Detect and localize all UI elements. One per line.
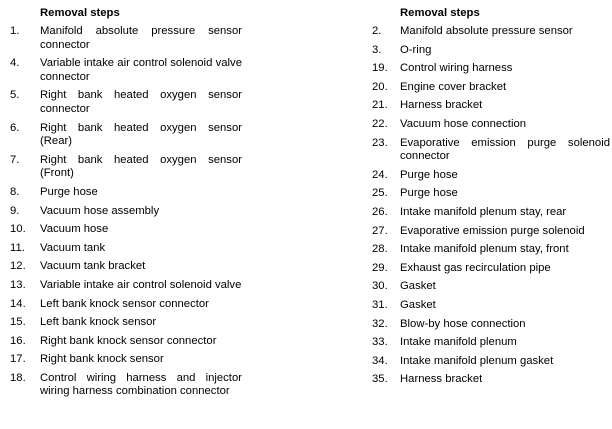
step-text: Exhaust gas recirculation pipe <box>400 261 551 274</box>
removal-step-item <box>10 186 242 200</box>
step-number: 16. <box>10 334 26 347</box>
removal-step-item <box>372 99 610 113</box>
step-number: 5. <box>10 89 20 102</box>
step-text: Intake manifold plenum gasket <box>400 354 554 367</box>
removal-step-item <box>372 262 610 276</box>
removal-step-item <box>10 298 242 312</box>
step-text: Intake manifold plenum stay, front <box>400 243 569 256</box>
removal-step-item <box>372 299 610 313</box>
removal-step-item <box>372 187 610 201</box>
step-number: 24. <box>372 168 388 181</box>
step-text: Vacuum tank <box>40 241 106 254</box>
step-text: Engine cover bracket <box>400 80 507 93</box>
step-number: 8. <box>10 185 20 198</box>
removal-steps-list <box>10 25 242 399</box>
removal-step-item <box>10 335 242 349</box>
step-number: 35. <box>372 373 388 386</box>
step-number: 3. <box>372 43 382 56</box>
step-number: 26. <box>372 205 388 218</box>
step-number: 25. <box>372 187 388 200</box>
step-number: 13. <box>10 278 26 291</box>
step-number: 34. <box>372 354 388 367</box>
step-number: 11. <box>10 241 25 254</box>
step-text: Manifold absolute pressure sensor connector <box>40 25 242 51</box>
removal-step-item <box>372 280 610 294</box>
step-text: Control wiring harness <box>400 62 513 75</box>
removal-step-item <box>372 137 610 164</box>
step-number: 29. <box>372 261 388 274</box>
step-text: Gasket <box>400 298 436 311</box>
step-text: Gasket <box>400 280 436 293</box>
step-text: Vacuum tank bracket <box>40 260 146 273</box>
step-number: 2. <box>372 25 382 37</box>
removal-step-item <box>372 336 610 350</box>
removal-step-item <box>10 25 242 52</box>
step-text: Harness bracket <box>400 373 483 386</box>
removal-step-item <box>372 243 610 257</box>
step-text: Right bank heated oxygen sensor connector <box>40 89 242 115</box>
step-number: 30. <box>372 280 388 293</box>
removal-steps-left-column <box>10 6 242 404</box>
removal-step-item <box>10 154 242 181</box>
removal-step-item <box>372 169 610 183</box>
step-number: 1. <box>10 25 20 37</box>
removal-step-item <box>372 62 610 76</box>
removal-step-item <box>372 355 610 369</box>
step-number: 4. <box>10 57 20 70</box>
step-number: 32. <box>372 317 388 330</box>
removal-step-item <box>372 206 610 220</box>
step-number: 33. <box>372 336 388 349</box>
removal-step-item <box>10 89 242 116</box>
step-text: Evaporative emission purge solenoid connector <box>400 136 610 163</box>
removal-steps-heading: Removal steps <box>400 7 480 19</box>
removal-step-item <box>10 223 242 237</box>
step-number: 14. <box>10 297 26 310</box>
step-text: Purge hose <box>400 168 458 181</box>
step-number: 22. <box>372 117 388 130</box>
removal-steps-heading: Removal steps <box>40 7 120 19</box>
step-text: Intake manifold plenum stay, rear <box>400 205 567 218</box>
removal-steps-right-column <box>372 6 610 392</box>
step-text: Manifold absolute pressure sensor <box>400 25 573 37</box>
step-text: Vacuum hose <box>40 223 109 236</box>
step-number: 19. <box>372 62 388 75</box>
removal-step-item <box>372 318 610 332</box>
removal-step-item <box>10 372 242 399</box>
step-number: 12. <box>10 260 26 273</box>
step-text: Vacuum hose assembly <box>40 204 160 217</box>
removal-step-item <box>10 316 242 330</box>
step-text: Intake manifold plenum <box>400 336 517 349</box>
removal-step-item <box>372 118 610 132</box>
removal-step-item <box>372 81 610 95</box>
step-text: Right bank knock sensor <box>40 353 164 366</box>
step-number: 20. <box>372 80 388 93</box>
step-text: Vacuum hose connection <box>400 117 527 130</box>
removal-step-item <box>10 122 242 149</box>
step-number: 6. <box>10 121 20 134</box>
removal-step-item <box>10 205 242 219</box>
step-number: 28. <box>372 243 388 256</box>
removal-step-item <box>372 44 610 58</box>
removal-step-item <box>10 353 242 367</box>
removal-step-item <box>10 242 242 256</box>
step-text: Right bank heated oxygen sensor (Front) <box>40 153 242 180</box>
step-number: 27. <box>372 224 388 237</box>
removal-step-item <box>372 225 610 239</box>
step-text: Variable intake air control solenoid valve <box>40 278 242 291</box>
step-text: Harness bracket <box>400 99 483 112</box>
removal-step-item <box>372 25 610 39</box>
removal-steps-list <box>372 25 610 387</box>
step-text: O-ring <box>400 43 432 56</box>
step-text: Variable intake air control solenoid valve connector <box>40 57 242 83</box>
removal-step-item <box>372 373 610 387</box>
removal-step-item <box>10 57 242 84</box>
step-text: Control wiring harness and injector wiring harness combination connector <box>40 371 242 398</box>
step-text: Left bank knock sensor <box>40 316 157 329</box>
step-number: 9. <box>10 204 20 217</box>
step-text: Purge hose <box>400 187 458 200</box>
step-number: 17. <box>10 353 26 366</box>
step-number: 23. <box>372 136 388 149</box>
step-number: 21. <box>372 99 388 112</box>
step-text: Evaporative emission purge solenoid <box>400 224 585 237</box>
step-number: 7. <box>10 153 20 166</box>
step-number: 18. <box>10 371 26 384</box>
step-text: Right bank knock sensor connector <box>40 334 217 347</box>
step-text: Purge hose <box>40 185 98 198</box>
step-text: Left bank knock sensor connector <box>40 297 209 310</box>
step-text: Right bank heated oxygen sensor (Rear) <box>40 121 242 148</box>
step-number: 15. <box>10 316 26 329</box>
removal-step-item <box>10 260 242 274</box>
removal-step-item <box>10 279 242 293</box>
step-text: Blow-by hose connection <box>400 317 526 330</box>
step-number: 31. <box>372 298 388 311</box>
step-number: 10. <box>10 223 26 236</box>
